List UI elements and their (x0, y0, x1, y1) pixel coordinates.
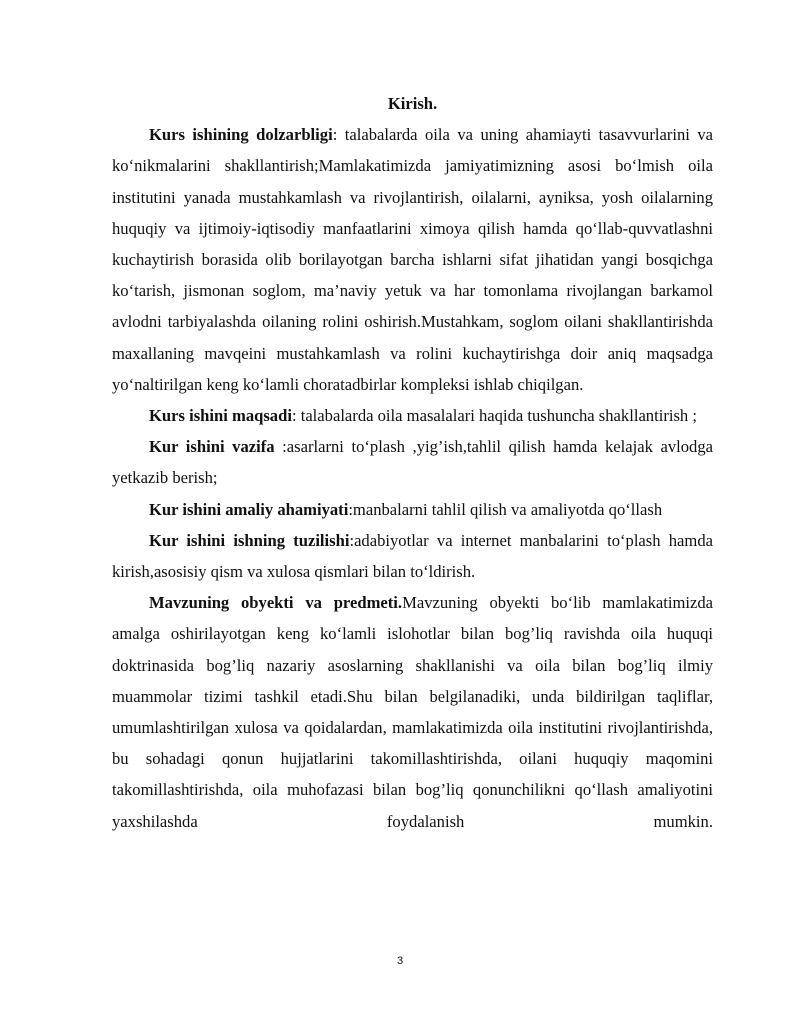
paragraph-text: :manbalarni tahlil qilish va amaliyotda qo‘llash (348, 499, 663, 519)
page-title: Kirish. (387, 94, 438, 113)
paragraph-text: : talabalarda oila masalalari haqida tushuncha shakllantirish ; (291, 406, 697, 426)
paragraph-text: : talabalarda oila va uning ahamiayti tasavvurlarini va ko‘nikmalarini shakllantirish;Mamlakatimizda jamiyatimizning asosi bo‘lmish oila institutini yanada mustahkamlash va rivojlantirish, oilalarni, ayniksa, yosh oilalarning huquqiy va ijtimoiy-iqtisodiy manfaatlarini ximoya qilish hamda qo‘llab-quvvatlashni kuchaytirish borasida olib borilayotgan barcha ishlarni sifat jihatidan yangi bosqichga ko‘tarish, jismonan soglom, ma’naviy yetuk va har tomonlama rivojlangan barkamol avlodni tarbiyalashda oilaning rolini oshirish.Mustahkam, soglom oilani shakllantirishda maxallaning mavqeini mustahkamlash va rolini kuchaytirishga doir aniq maqsadga yo‘naltirilgan keng ko‘lamli choratadbirlar kompleksi ishlab chiqilgan. (112, 125, 714, 394)
paragraph-practical-value (112, 494, 713, 525)
paragraph-label: Kur ishini vazifa (149, 437, 275, 457)
page-number: 3 (396, 955, 404, 967)
paragraph-label: Kur ishini ishning tuzilishi (149, 530, 350, 550)
paragraph-text: Mavzuning obyekti bo‘lib mamlakatimizda amalga oshirilayotgan keng ko‘lamli islohotlar bilan bog’liq ravishda oila huquqi doktrinasida bog’liq nazariy asoslarning shakllanishi va oila bilan bog’liq ilmiy muammolar tizimi tashkil etadi.Shu bilan belgilanadiki, unda bildirilgan taqliflar, umumlashtirilgan xulosa va qoidalardan, mamlakatimizda oila institutini rivojlantirishda, bu sohadagi qonun hujjatlarini takomillashtirishda, oilani huquqiy maqomini takomillashtirishda, oila muhofazasi bilan bog’liq qonunchilikni qo‘llash amaliyotini yaxshilashda foydalanish mumkin. (112, 593, 713, 831)
paragraph-label: Kur ishini amaliy ahamiyati (149, 499, 349, 519)
document-page (112, 88, 713, 837)
paragraph-relevance (112, 119, 713, 400)
paragraph-task (112, 431, 713, 493)
paragraph-label: Kurs ishining dolzarbligi (149, 125, 333, 145)
paragraph-goal (112, 400, 713, 431)
paragraph-label: Mavzuning obyekti va predmeti. (149, 593, 403, 613)
paragraph-structure (112, 525, 713, 587)
paragraph-label: Kurs ishini maqsadi (149, 406, 292, 426)
paragraph-object-subject (112, 587, 713, 837)
paragraph-text: :adabiyotlar va internet manbalarini to‘plash hamda kirish,asosisiy qism va xulosa qismlari bilan to‘ldirish. (112, 530, 713, 582)
paragraph-text: :asarlarni to‘plash ,yig’ish,tahlil qilish hamda kelajak avlodga yetkazib berish; (112, 437, 713, 488)
